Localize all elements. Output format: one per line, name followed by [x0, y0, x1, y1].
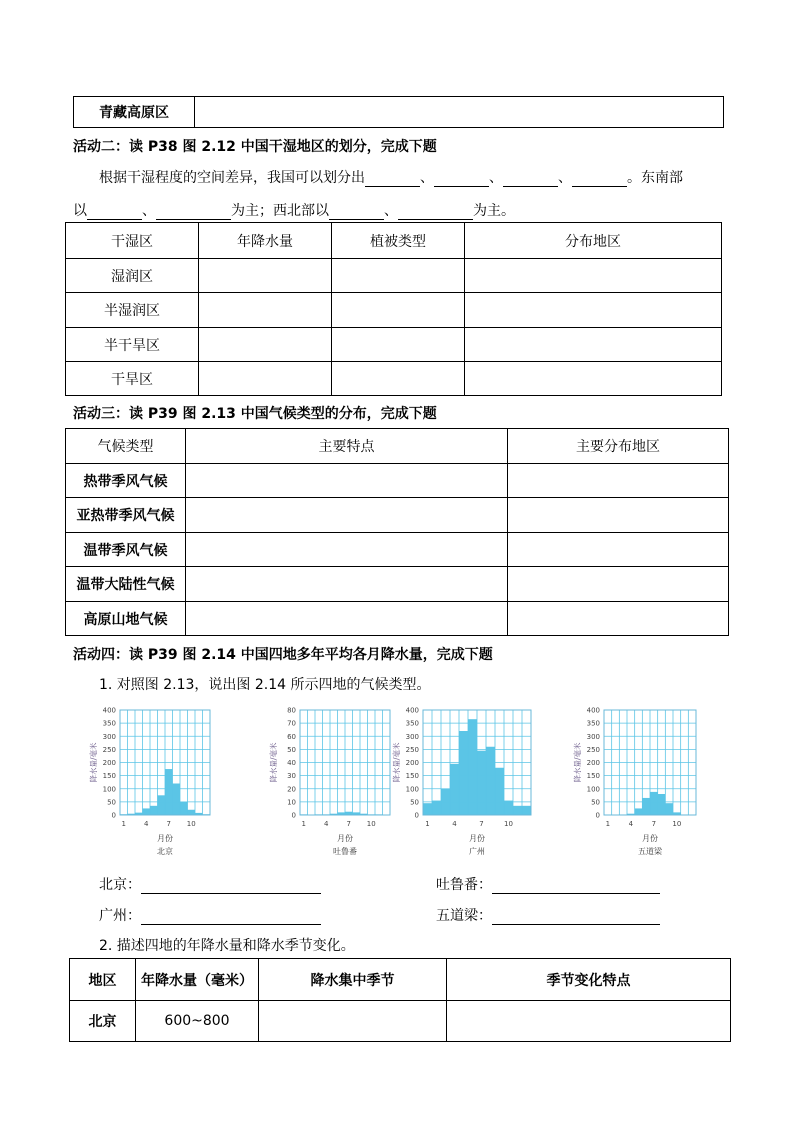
header-cell: 干湿区 — [66, 223, 199, 259]
y-tick-label: 50 — [287, 745, 296, 754]
row-label: 干旱区 — [66, 362, 199, 396]
y-tick-label: 150 — [102, 772, 116, 781]
x-axis-label: 月份 — [469, 834, 485, 843]
x-tick-label: 1 — [425, 820, 430, 828]
y-tick-label: 400 — [405, 706, 419, 715]
answer-cell[interactable] — [465, 362, 722, 396]
header-cell: 年降水量 — [199, 223, 332, 259]
para-text: 。东南部 — [627, 170, 683, 186]
bar — [513, 806, 522, 815]
y-tick-label: 200 — [586, 759, 600, 767]
sep: 、 — [384, 203, 398, 219]
row-label: 亚热带季风气候 — [66, 498, 186, 533]
y-tick-label: 150 — [586, 772, 600, 781]
x-tick-label: 7 — [479, 820, 484, 828]
chart-beijing — [82, 704, 232, 856]
table-plateau — [73, 96, 724, 128]
fill-blank[interactable] — [503, 172, 558, 187]
y-tick-label: 50 — [107, 798, 116, 807]
answer-cell[interactable] — [186, 567, 508, 602]
x-tick-label: 10 — [186, 820, 196, 828]
sep: 、 — [142, 203, 156, 219]
table-climate — [65, 428, 729, 636]
answer-cell[interactable] — [447, 1001, 731, 1042]
y-tick-label: 20 — [287, 785, 296, 794]
y-axis-label: 降水量/毫米 — [269, 742, 278, 783]
y-axis-label: 降水量/毫米 — [392, 742, 401, 783]
fill-blank[interactable] — [492, 879, 660, 894]
row-label: 湿润区 — [66, 259, 199, 293]
y-tick-label: 350 — [102, 719, 116, 728]
answer-guangzhou — [99, 905, 321, 925]
answer-cell[interactable] — [332, 362, 465, 396]
answer-cell[interactable] — [508, 464, 729, 498]
x-tick-label: 7 — [166, 820, 171, 828]
activity2-para-line2 — [73, 200, 515, 220]
fill-blank[interactable] — [434, 172, 489, 187]
activity3-heading: 活动三：读 P39 图 2.13 中国气候类型的分布，完成下题 — [73, 406, 437, 422]
answer-cell[interactable] — [186, 602, 508, 636]
answer-cell[interactable] — [465, 328, 722, 362]
chart-wudaoliang — [566, 704, 706, 856]
y-tick-label: 100 — [586, 785, 600, 794]
answer-cell[interactable] — [186, 498, 508, 533]
bar — [495, 768, 504, 815]
row-label: 半湿润区 — [66, 293, 199, 328]
bar — [477, 751, 486, 815]
answer-label: 北京： — [99, 877, 141, 893]
table-humidity — [65, 222, 722, 396]
bar — [459, 731, 468, 815]
chart-svg — [262, 704, 394, 856]
y-tick-label: 300 — [405, 732, 419, 741]
x-tick-label: 10 — [672, 820, 682, 828]
x-tick-label: 10 — [504, 820, 513, 828]
answer-cell[interactable] — [199, 293, 332, 328]
fill-blank[interactable] — [141, 910, 321, 925]
x-axis-label: 月份 — [157, 834, 173, 843]
y-tick-label: 400 — [586, 706, 600, 715]
answer-label: 五道梁： — [436, 908, 492, 924]
answer-cell[interactable] — [259, 1001, 447, 1042]
x-tick-label: 4 — [628, 820, 634, 828]
answer-cell[interactable] — [195, 97, 724, 128]
activity2-para-line1 — [99, 167, 683, 187]
row-label: 温带季风气候 — [66, 533, 186, 567]
bar — [150, 806, 158, 815]
header-cell: 主要特点 — [186, 429, 508, 464]
chart-guangzhou — [385, 704, 537, 856]
y-tick-label: 80 — [287, 706, 296, 715]
y-tick-label: 0 — [414, 811, 419, 820]
bar — [658, 794, 666, 815]
fill-blank[interactable] — [572, 172, 627, 187]
answer-cell[interactable] — [199, 362, 332, 396]
x-tick-label: 10 — [366, 820, 376, 828]
bar — [158, 795, 166, 815]
y-tick-label: 250 — [586, 745, 600, 754]
answer-cell[interactable] — [332, 293, 465, 328]
header-cell: 分布地区 — [465, 223, 722, 259]
question-2: 2. 描述四地的年降水量和降水季节变化。 — [99, 938, 355, 954]
chart-title: 吐鲁番 — [333, 847, 357, 856]
header-cell: 年降水量（毫米） — [136, 959, 259, 1001]
header-cell: 主要分布地区 — [508, 429, 729, 464]
answer-label: 吐鲁番： — [436, 877, 492, 893]
y-tick-label: 60 — [287, 732, 296, 741]
y-tick-label: 0 — [291, 811, 296, 820]
y-axis-label: 降水量/毫米 — [573, 742, 582, 783]
header-cell: 地区 — [70, 959, 136, 1001]
fill-blank[interactable] — [141, 879, 321, 894]
bar — [173, 784, 181, 816]
row-label: 热带季风气候 — [66, 464, 186, 498]
sep: 、 — [558, 170, 572, 186]
bar — [486, 747, 495, 815]
y-tick-label: 200 — [405, 759, 419, 767]
fill-blank[interactable] — [87, 205, 142, 220]
y-tick-label: 250 — [102, 745, 116, 754]
answer-cell[interactable] — [508, 533, 729, 567]
y-tick-label: 10 — [287, 798, 296, 807]
bar — [522, 806, 531, 815]
fill-blank[interactable] — [156, 205, 231, 220]
chart-title: 北京 — [157, 847, 173, 856]
chart-title: 广州 — [469, 847, 485, 856]
fill-blank[interactable] — [398, 205, 473, 220]
bar — [468, 719, 477, 815]
bar — [450, 764, 459, 815]
y-tick-label: 70 — [287, 719, 296, 728]
header-cell: 植被类型 — [332, 223, 465, 259]
bar — [188, 810, 196, 815]
para-text: 根据干湿程度的空间差异，我国可以划分出 — [99, 170, 365, 186]
answer-cell[interactable] — [508, 602, 729, 636]
bar — [504, 801, 513, 815]
answer-cell[interactable] — [465, 293, 722, 328]
y-tick-label: 50 — [410, 798, 419, 807]
para-text: 以 — [73, 203, 87, 219]
chart-turpan — [262, 704, 394, 856]
chart-svg — [82, 704, 232, 856]
x-tick-label: 7 — [651, 820, 657, 828]
y-tick-label: 300 — [586, 732, 600, 741]
bar — [180, 802, 188, 815]
header-cell: 气候类型 — [66, 429, 186, 464]
answer-cell[interactable] — [199, 259, 332, 293]
bar — [635, 808, 643, 815]
answer-cell[interactable] — [332, 328, 465, 362]
y-tick-label: 400 — [102, 706, 116, 715]
bar — [642, 798, 650, 815]
y-tick-label: 200 — [102, 759, 116, 767]
x-tick-label: 1 — [121, 820, 126, 828]
answer-cell[interactable] — [186, 464, 508, 498]
y-tick-label: 50 — [591, 798, 600, 807]
row-label: 温带大陆性气候 — [66, 567, 186, 602]
region-cell: 青藏高原区 — [74, 97, 195, 128]
x-tick-label: 4 — [324, 820, 329, 828]
region-cell: 北京 — [70, 1001, 136, 1042]
fill-blank[interactable] — [365, 172, 420, 187]
activity2-heading: 活动二：读 P38 图 2.12 中国干湿地区的划分，完成下题 — [73, 139, 437, 155]
x-tick-label: 7 — [346, 820, 351, 828]
chart-svg — [385, 704, 537, 856]
answer-turpan — [436, 874, 660, 894]
fill-blank[interactable] — [329, 205, 384, 220]
bar — [432, 801, 441, 815]
question-1: 1. 对照图 2.13，说出图 2.14 所示四地的气候类型。 — [99, 677, 431, 693]
x-axis-label: 月份 — [337, 834, 353, 843]
row-label: 半干旱区 — [66, 328, 199, 362]
y-tick-label: 300 — [102, 732, 116, 741]
y-tick-label: 150 — [405, 772, 419, 781]
y-tick-label: 250 — [405, 745, 419, 754]
answer-label: 广州： — [99, 908, 141, 924]
answer-cell[interactable] — [508, 567, 729, 602]
y-tick-label: 350 — [405, 719, 419, 728]
y-tick-label: 40 — [287, 759, 296, 767]
x-tick-label: 1 — [301, 820, 306, 828]
y-tick-label: 350 — [586, 719, 600, 728]
bar — [143, 808, 151, 815]
bar — [665, 803, 673, 815]
sep: 、 — [489, 170, 503, 186]
y-tick-label: 30 — [287, 772, 296, 781]
chart-title: 五道梁 — [638, 847, 662, 856]
y-tick-label: 100 — [102, 785, 116, 794]
y-axis-label: 降水量/毫米 — [89, 742, 98, 783]
para-text: 为主；西北部以 — [231, 203, 329, 219]
x-tick-label: 4 — [452, 820, 457, 828]
y-tick-label: 0 — [595, 811, 600, 820]
answer-wudaoliang — [436, 905, 660, 925]
bar — [423, 803, 432, 815]
y-tick-label: 0 — [111, 811, 116, 820]
x-tick-label: 4 — [144, 820, 149, 828]
row-label: 高原山地气候 — [66, 602, 186, 636]
fill-blank[interactable] — [492, 910, 660, 925]
amount-cell: 600~800 — [136, 1001, 259, 1042]
activity4-heading: 活动四：读 P39 图 2.14 中国四地多年平均各月降水量，完成下题 — [73, 647, 493, 663]
x-tick-label: 1 — [605, 820, 611, 828]
header-cell: 季节变化特点 — [447, 959, 731, 1001]
answer-cell[interactable] — [186, 533, 508, 567]
sep: 、 — [420, 170, 434, 186]
para-text: 为主。 — [473, 203, 515, 219]
table-precip — [69, 958, 731, 1042]
answer-cell[interactable] — [199, 328, 332, 362]
answer-cell[interactable] — [332, 259, 465, 293]
chart-svg — [566, 704, 706, 856]
y-tick-label: 100 — [405, 785, 419, 794]
bar — [650, 792, 658, 815]
answer-cell[interactable] — [508, 498, 729, 533]
header-cell: 降水集中季节 — [259, 959, 447, 1001]
answer-cell[interactable] — [465, 259, 722, 293]
answer-beijing — [99, 874, 321, 894]
x-axis-label: 月份 — [642, 834, 658, 843]
